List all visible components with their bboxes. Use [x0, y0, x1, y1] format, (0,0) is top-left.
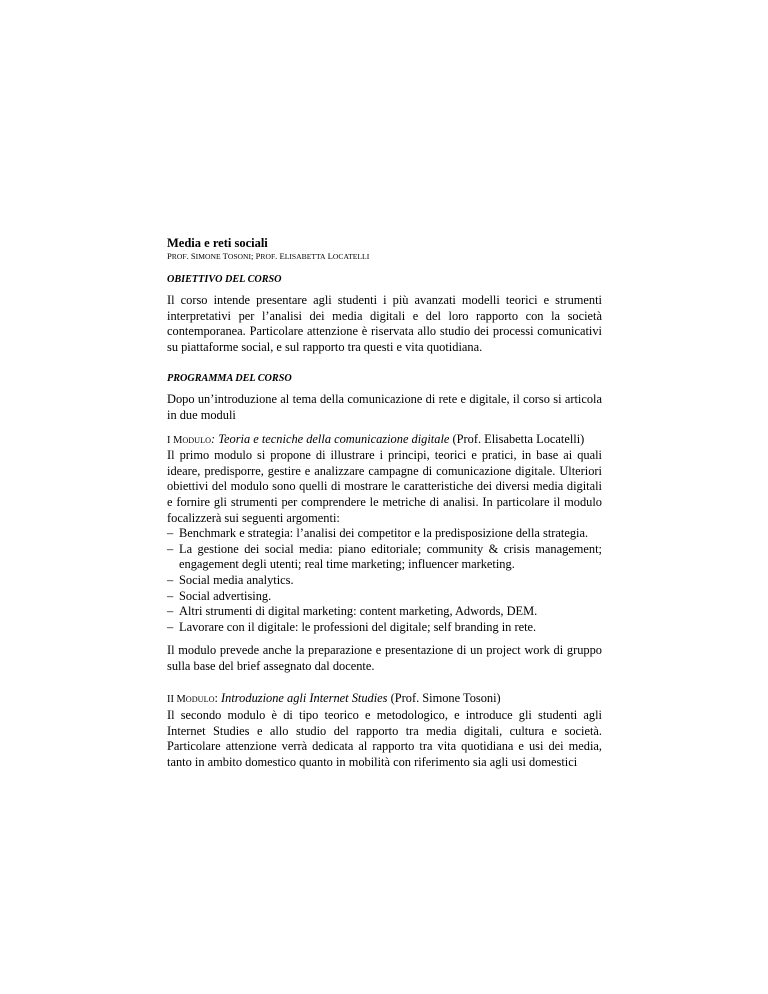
topic-text: Social media analytics.: [179, 572, 294, 587]
bullet-dash: –: [167, 588, 174, 603]
topic-item: [167, 604, 602, 620]
topic-item: [167, 573, 602, 589]
module1-topic-list: [167, 526, 602, 635]
topic-text: Altri strumenti di digital marketing: content marketing, Adwords, DEM.: [179, 604, 538, 619]
objective-text: Il corso intende presentare agli studenti i più avanzati modelli teorici e strumenti interpretativi per l’analisi dei media digitali e del loro rapporto con la società contemporanea. Particolare attenzione è riservata allo studio dei processi comunicativi su piattaforme social, e sul rapporto tra questi e vita quotidiana.: [167, 293, 602, 354]
module1-project-note: Il modulo prevede anche la preparazione e presentazione di un project work di gruppo sulla base del brief assegnato dal docente.: [167, 643, 602, 673]
module1-label: I MODULO: [167, 434, 212, 446]
module2-title: Introduzione agli Internet Studies: [221, 691, 388, 706]
professors-text: PROF. SIMONE TOSONI; PROF. ELISABETTA LOCATELLI: [167, 251, 370, 261]
topic-item: [167, 542, 602, 573]
module2-description: Il secondo modulo è di tipo teorico e metodologico, e introduce gli studenti agli Internet Studies e allo studio del rapporto tra media digitali, cultura e società. Particolare attenzione verrà dedicata al rapporto tra vita quotidiana e usi dei media, tanto in ambito domestico quanto in mobilità con riferimento sia agli usi domestici: [167, 708, 602, 769]
topic-text: Social advertising.: [179, 588, 272, 603]
module2-heading: II MODULO: Introduzione agli Internet Studies (Prof. Simone Tosoni): [167, 691, 501, 706]
program-intro: Dopo un’introduzione al tema della comunicazione di rete e digitale, il corso si articola in due moduli: [167, 392, 602, 422]
module2-label: II MODULO: [167, 694, 215, 706]
bullet-dash: –: [167, 541, 174, 556]
course-title: Media e reti sociali: [167, 236, 268, 250]
bullet-dash: –: [167, 604, 174, 619]
bullet-dash: –: [167, 572, 174, 587]
module1-heading: I MODULO: Teoria e tecniche della comunicazione digitale (Prof. Elisabetta Locatelli): [167, 431, 585, 446]
objective-heading: OBIETTIVO DEL CORSO: [167, 274, 282, 285]
module1-teacher: (Prof. Elisabetta Locatelli): [452, 431, 585, 446]
topic-item: [167, 620, 602, 636]
topic-text: La gestione dei social media: piano editoriale; community & crisis management; engagement degli utenti; real time marketing; influencer marketing.: [179, 541, 602, 572]
bullet-dash: –: [167, 619, 174, 634]
professors-line: [167, 250, 602, 263]
module2-teacher: (Prof. Simone Tosoni): [390, 691, 501, 706]
module1-title: Teoria e tecniche della comunicazione digitale: [218, 431, 450, 446]
topic-item: [167, 589, 602, 605]
program-heading: PROGRAMMA DEL CORSO: [167, 373, 292, 385]
course-page: [167, 236, 602, 770]
module1-description: Il primo modulo si propone di illustrare i principi, teorici e pratici, in base ai quali ideare, predisporre, gestire e analizzare campagne di comunicazione digitale. Ulteriori obiettivi del modulo sono quelli di mostrare le caratteristiche dei diversi media digitali e fornire gli strumenti per comprendere le metriche di analisi. In particolare il modulo focalizzerà sui seguenti argomenti:: [167, 448, 602, 525]
topic-item: [167, 526, 602, 542]
bullet-dash: –: [167, 526, 174, 541]
topic-text: Benchmark e strategia: l’analisi dei competitor e la predisposizione della strategia.: [179, 526, 589, 541]
topic-text: Lavorare con il digitale: le professioni del digitale; self branding in rete.: [179, 619, 537, 634]
